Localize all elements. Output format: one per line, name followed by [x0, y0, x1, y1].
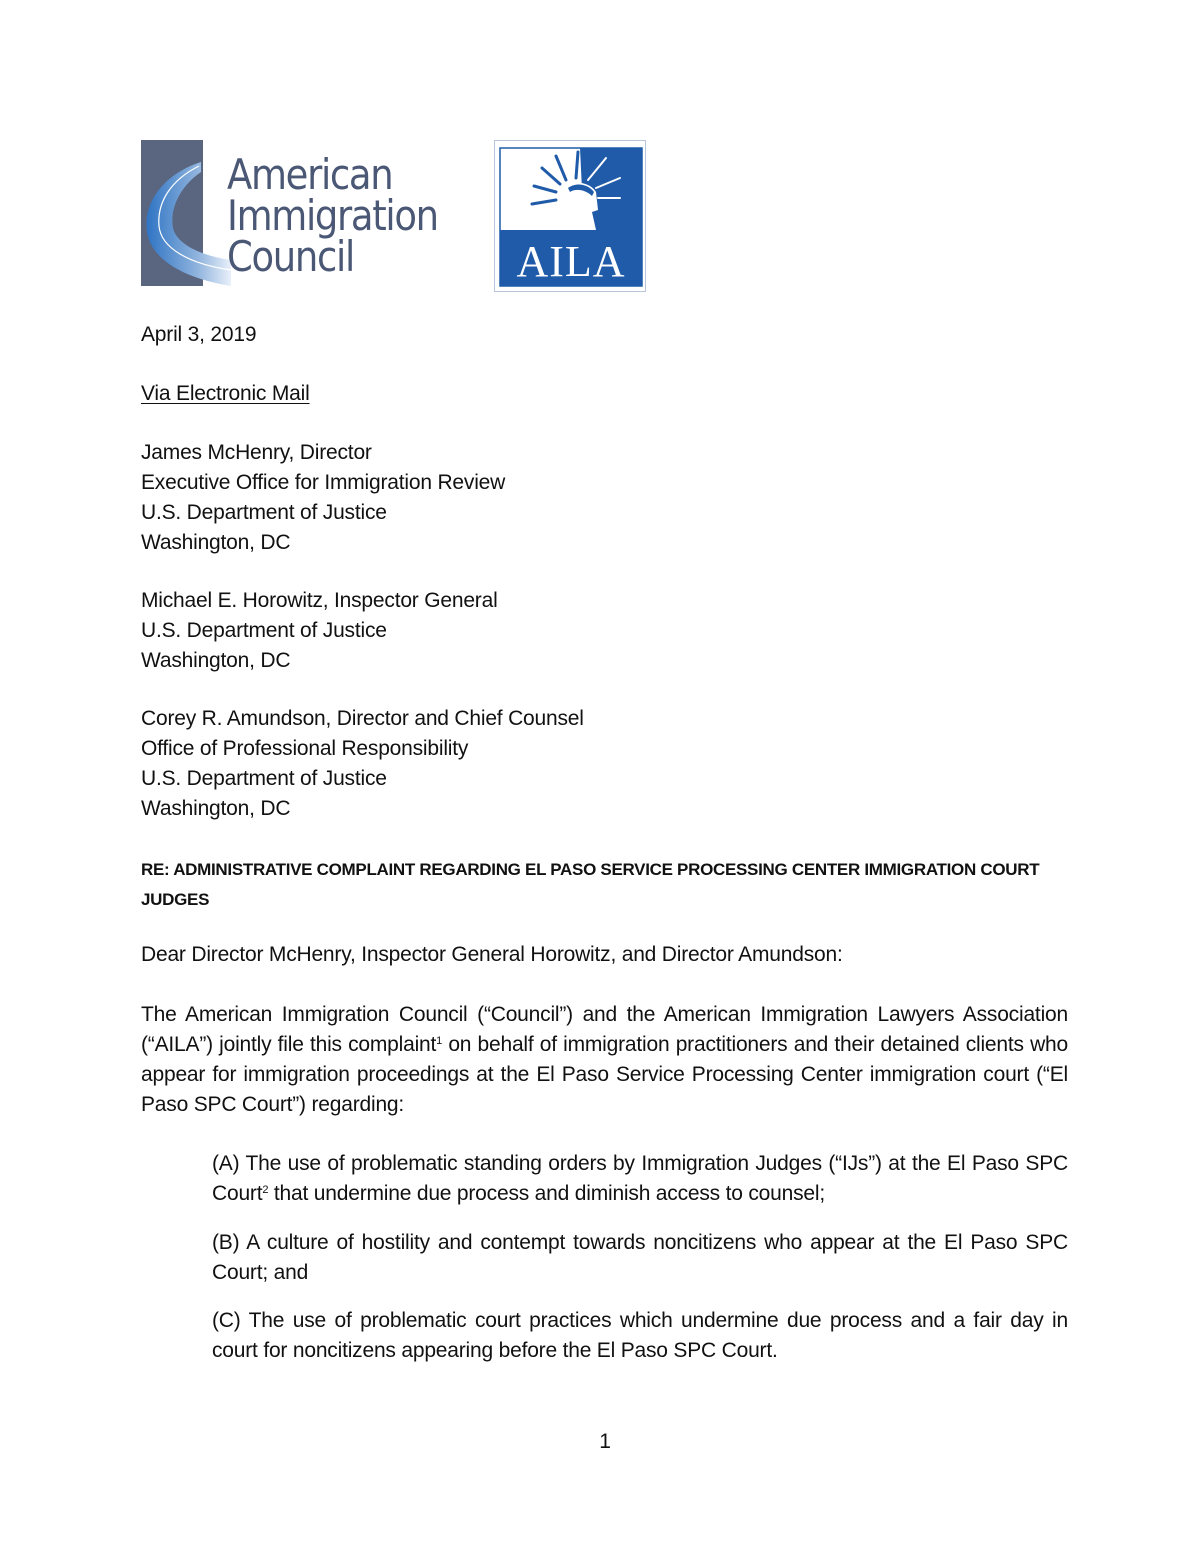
address-line: James McHenry, Director [141, 441, 372, 464]
address-line: U.S. Department of Justice [141, 501, 387, 524]
subject-line [141, 855, 1071, 915]
address-line: Washington, DC [141, 797, 291, 820]
svg-text:AILA: AILA [516, 237, 626, 286]
address-line: Office of Professional Responsibility [141, 737, 469, 760]
address-line: U.S. Department of Justice [141, 767, 387, 790]
subject-prefix: RE: [141, 860, 170, 879]
footnote-ref[interactable]: 1 [436, 1035, 443, 1047]
recipient-address [141, 704, 584, 824]
recipient-address [141, 586, 498, 676]
address-line: Executive Office for Immigration Review [141, 471, 506, 494]
intro-paragraph [141, 1000, 1068, 1120]
american-immigration-council-logo [141, 140, 451, 288]
item-text: (A) The use of problematic standing orders by Immigration Judges (“IJs”) at the El Paso SPC Court [212, 1152, 1068, 1205]
aila-logo [494, 140, 646, 292]
recipient-address [141, 438, 505, 558]
letter-date: April 3, 2019 [141, 323, 257, 346]
council-swoosh-icon [141, 140, 231, 288]
item-text: (B) A culture of hostility and contempt towards noncitizens who appear at the El Paso SPC Court; and [212, 1231, 1068, 1284]
address-line: Michael E. Horowitz, Inspector General [141, 589, 498, 612]
complaint-item-b [212, 1228, 1068, 1288]
subject-text: ADMINISTRATIVE COMPLAINT REGARDING EL PASO SERVICE PROCESSING CENTER IMMIGRATION COURT JUDGES [141, 860, 1040, 909]
complaint-item-c [212, 1306, 1068, 1366]
page-number: 1 [599, 1430, 611, 1453]
council-wordmark [227, 150, 438, 281]
address-line: Washington, DC [141, 531, 291, 554]
item-text: (C) The use of problematic court practices which undermine due process and a fair day in court for noncitizens appearing before the El Paso SPC Court. [212, 1309, 1068, 1362]
item-text: that undermine due process and diminish access to counsel; [268, 1182, 825, 1205]
footnote-ref[interactable]: 2 [262, 1184, 269, 1196]
paragraph-text: on behalf of immigration practitioners and their detained clients who appear for immigration proceedings at the El Paso Service Processing Center immigration court (“El Paso SPC Court”) regarding: [141, 1033, 1068, 1116]
paragraph-text: The American Immigration Council (“Council”) and the American Immigration Lawyers Association (“AILA”) jointly file this complaint [141, 1003, 1068, 1056]
council-wordmark-line: Immigration [227, 191, 438, 240]
address-line: Washington, DC [141, 649, 291, 672]
salutation: Dear Director McHenry, Inspector General Horowitz, and Director Amundson: [141, 943, 843, 966]
address-line: U.S. Department of Justice [141, 619, 387, 642]
complaint-item-a [212, 1149, 1068, 1209]
council-wordmark-line: Council [227, 232, 354, 281]
council-wordmark-line: American [227, 150, 393, 199]
delivery-method: Via Electronic Mail [141, 382, 310, 405]
statue-of-liberty-icon [494, 140, 646, 292]
address-line: Corey R. Amundson, Director and Chief Counsel [141, 707, 584, 730]
